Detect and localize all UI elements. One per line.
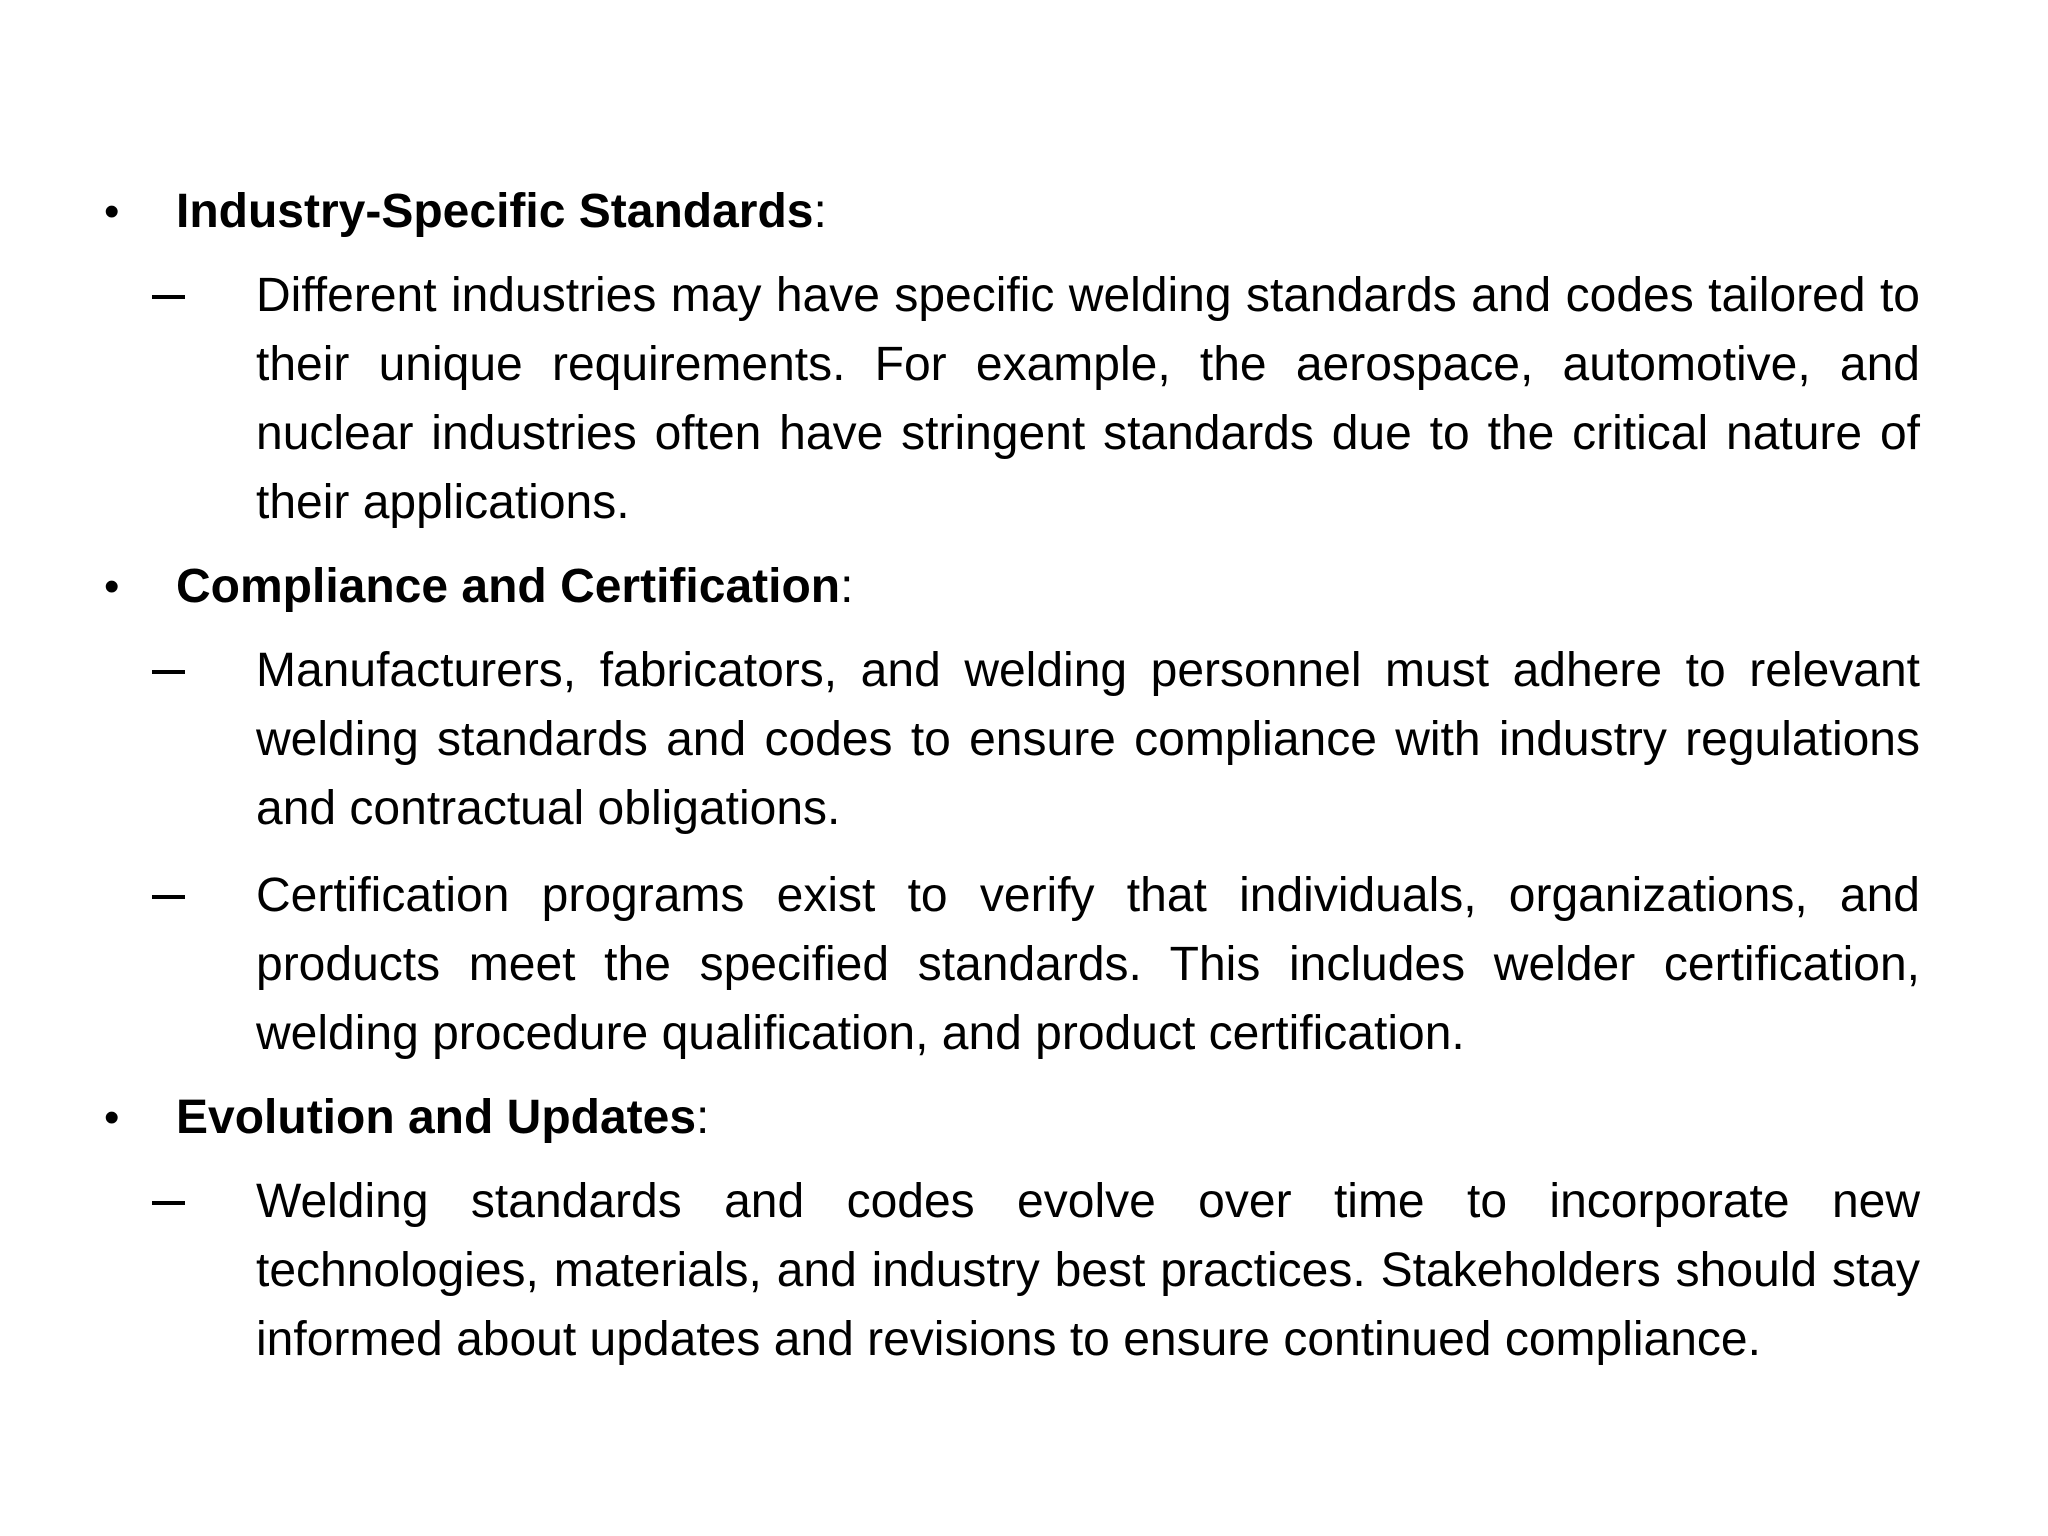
sub-bullet [104,261,1920,537]
section-colon: : [696,1091,710,1144]
bullet-compliance-and-certification [104,555,1920,619]
section-title: Compliance and Certification [176,560,841,613]
slide-body [104,180,1920,1392]
dash-icon [104,861,256,930]
sub-bullet [104,1167,1920,1374]
sub-bullet-text: Certification programs exist to verify that individuals, organizations, and products meet the specified standards. This includes welder certification, welding procedure qualification, and product certification. [256,869,1920,1060]
section-heading [176,555,1920,619]
sub-bullet [104,636,1920,843]
section-title: Industry-Specific Standards [176,185,814,238]
dash-icon [104,261,256,330]
sub-bullet [104,861,1920,1068]
section-colon: : [813,185,827,238]
sub-bullet-text: Welding standards and codes evolve over time to incorporate new technologies, materials, and industry best practices. Stakeholders should stay informed about updates and revisions to ensure continued compliance. [256,1175,1920,1366]
sub-bullet-text: Manufacturers, fabricators, and welding personnel must adhere to relevant welding standards and codes to ensure compliance with industry regulations and contractual obligations. [256,644,1920,835]
section-colon: : [840,560,854,613]
dash-icon [104,1167,256,1236]
dash-icon [104,636,256,705]
bullet-evolution-and-updates [104,1086,1920,1150]
bullet-icon: • [104,562,120,611]
sub-bullet-text: Different industries may have specific welding standards and codes tailored to their unique requirements. For example, the aerospace, automotive, and nuclear industries often have stringent standards due to the critical nature of their applications. [256,269,1920,529]
bullet-industry-specific-standards [104,180,1920,244]
section-title: Evolution and Updates [176,1091,697,1144]
section-heading [176,1086,1920,1150]
bullet-icon: • [104,1093,120,1142]
bullet-icon: • [104,187,120,236]
section-heading [176,180,1920,244]
